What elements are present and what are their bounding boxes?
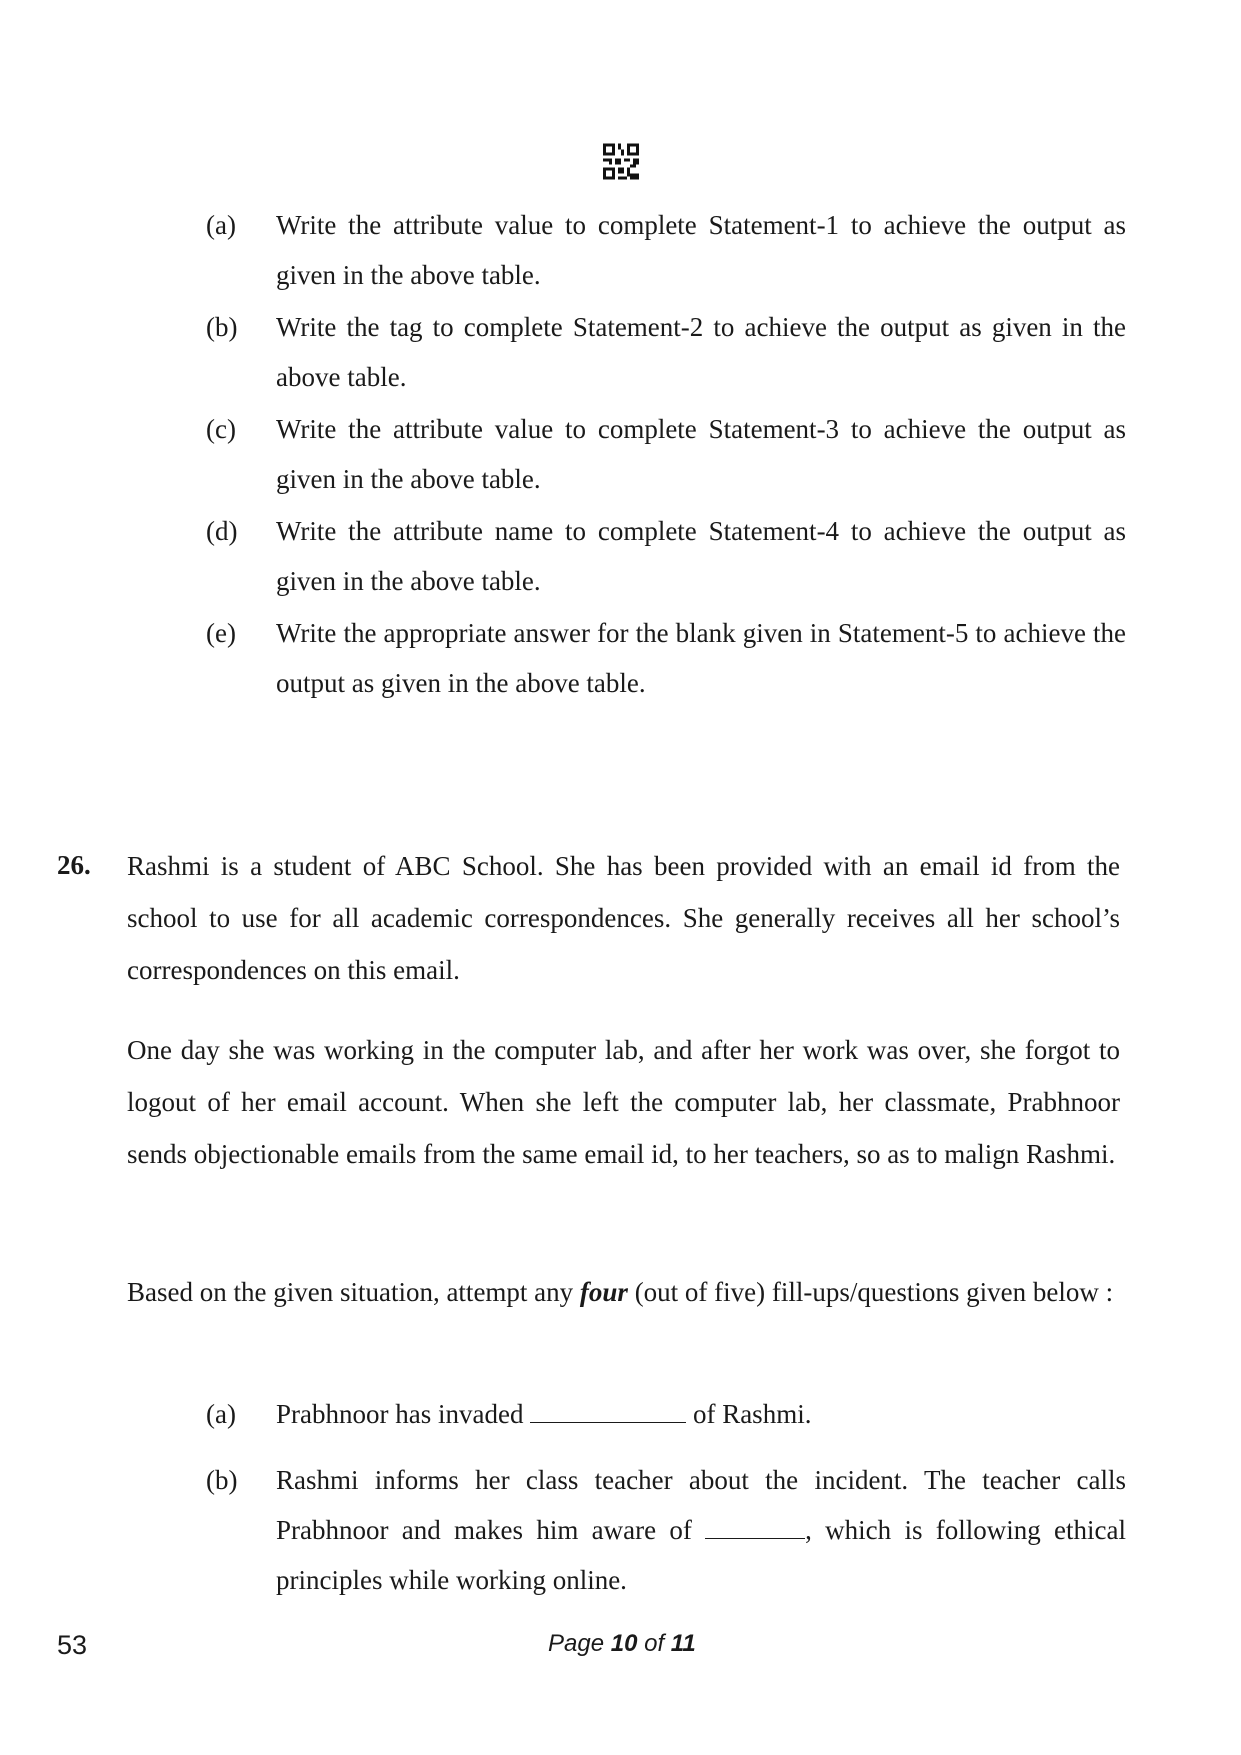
question-26-para-2: One day she was working in the computer lab, and after her work was over, she forgot to logout of her email account. When she left the computer lab, her classmate, Prabhnoor sends objectionable emails from the same email id, to her teachers, so as to malign Rashmi. [127, 1035, 1120, 1169]
part-label: (b) [206, 1465, 238, 1495]
part-text-after: , which is following ethical principles while working online. [276, 1515, 1126, 1595]
page-word: Page [548, 1630, 605, 1657]
question-number: 26. [57, 850, 91, 880]
page-current: 10 [610, 1630, 638, 1657]
part-label: (b) [206, 312, 238, 342]
part-label: (e) [206, 618, 236, 648]
part-label: (c) [206, 414, 236, 444]
instruction-text: Based on the given situation, attempt any [127, 1277, 574, 1307]
part-text [276, 1455, 1126, 1605]
qr-code-icon [603, 143, 639, 183]
part-label: (a) [206, 210, 236, 240]
fill-in-blank [530, 1400, 686, 1423]
paper-code: 53 [57, 1630, 88, 1660]
instruction-text: (out of five) fill-ups/questions given below : [634, 1277, 1114, 1307]
part-text [276, 1389, 1126, 1439]
fill-in-blank [705, 1516, 805, 1539]
part-text-before: Rashmi informs her class teacher about the incident. The teacher calls Prabhnoor and makes him aware of [276, 1465, 1126, 1545]
part-text-after: of Rashmi. [692, 1399, 812, 1429]
question-26-para-1: Rashmi is a student of ABC School. She has been provided with an email id from the school to use for all academic correspondences. She generally receives all her school’s correspondences on this email. [127, 851, 1120, 985]
part-text: Write the attribute value to complete Statement-3 to achieve the output as given in the above table. [276, 414, 1126, 494]
part-label: (a) [206, 1399, 236, 1429]
question-26-instruction [127, 1266, 1120, 1318]
part-text: Write the attribute name to complete Statement-4 to achieve the output as given in the above table. [276, 516, 1126, 596]
of-word: of [644, 1630, 665, 1657]
part-text: Write the appropriate answer for the blank given in Statement-5 to achieve the output as given in the above table. [276, 618, 1126, 698]
page-total: 11 [670, 1630, 696, 1657]
instruction-emphasis: four [579, 1277, 628, 1307]
part-text: Write the attribute value to complete Statement-1 to achieve the output as given in the above table. [276, 210, 1126, 290]
part-text-before: Prabhnoor has invaded [276, 1399, 524, 1429]
page-indicator [548, 1630, 696, 1658]
part-text: Write the tag to complete Statement-2 to achieve the output as given in the above table. [276, 312, 1126, 392]
part-label: (d) [206, 516, 238, 546]
